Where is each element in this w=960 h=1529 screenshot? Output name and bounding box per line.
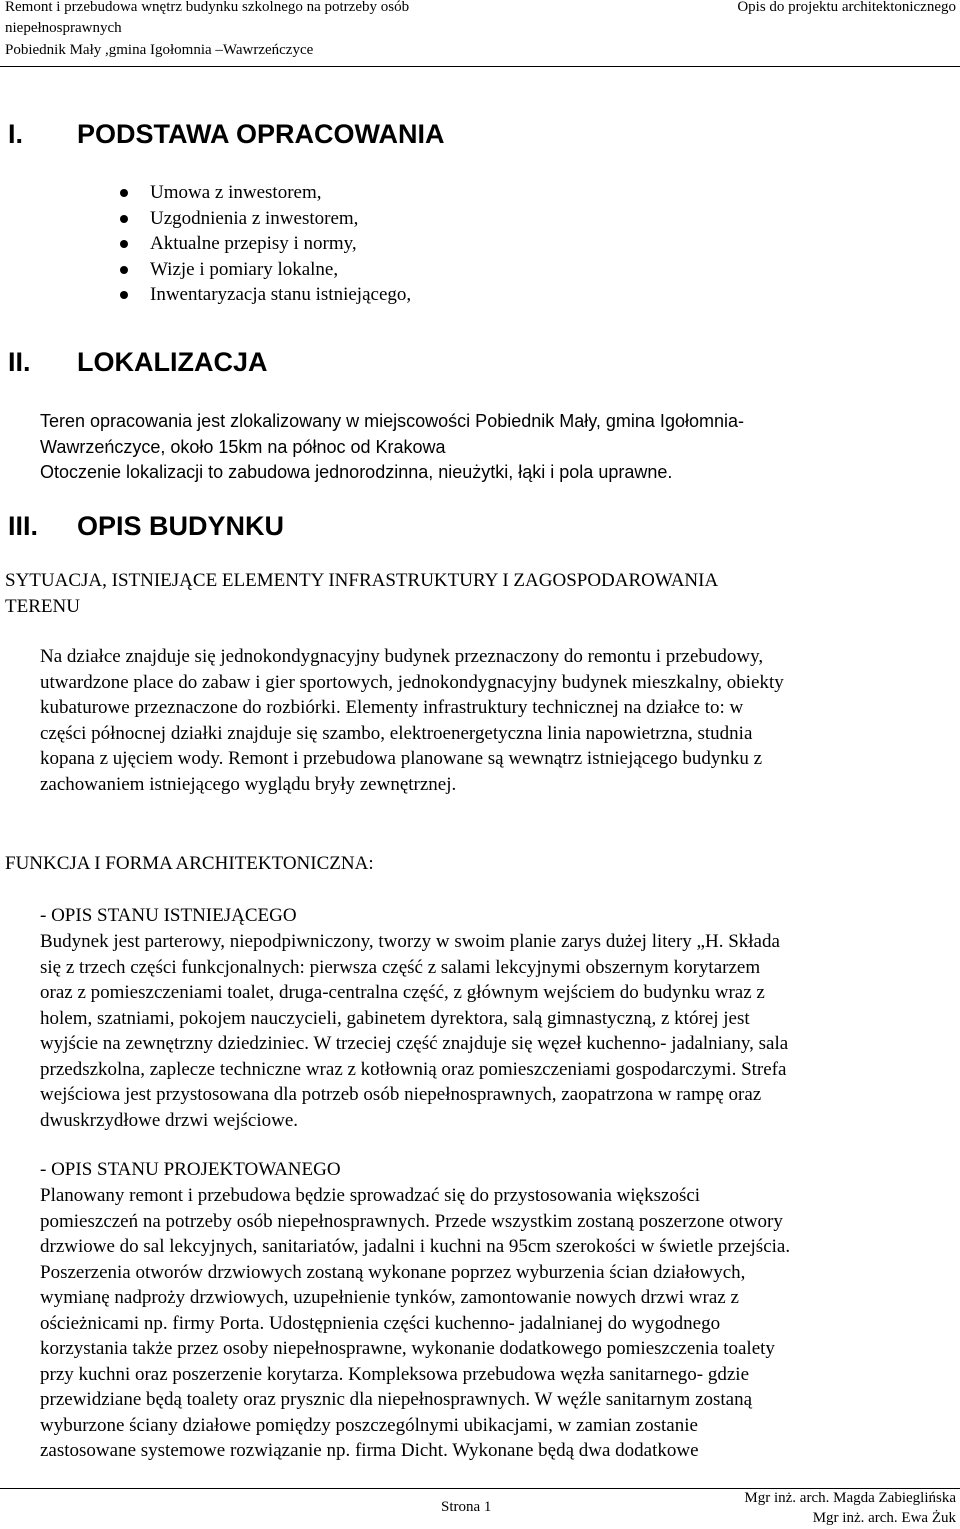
text-line: kubaturowe przeznaczone do rozbiórki. Elementy infrastruktury technicznej na działce to: w — [40, 697, 744, 718]
existing-state-paragraph — [40, 929, 788, 1133]
header-divider — [0, 66, 960, 67]
text-line: się z trzech części funkcjonalnych: pierwsza część z salami lekcyjnymi obszernym korytarzem — [40, 956, 761, 978]
list-item — [120, 180, 411, 206]
footer-authors — [744, 1488, 956, 1528]
text-line: TERENU — [5, 595, 80, 617]
text-line: Budynek jest parterowy, niepodpiwniczony, tworzy w swoim planie zarys dużej litery „H. Składa — [40, 931, 780, 952]
text-line: SYTUACJA, ISTNIEJĄCE ELEMENTY INFRASTRUKTURY I ZAGOSPODAROWANIA — [5, 570, 719, 591]
text-line: Wawrzeńczyce, około 15km na północ od Krakowa — [40, 436, 446, 457]
bullet-icon — [120, 240, 128, 248]
text-line: Planowany remont i przebudowa będzie sprowadzać się do przystosowania większości — [40, 1185, 701, 1206]
header-document-type: Opis do projektu architektonicznego — [737, 0, 956, 15]
header-project-title — [5, 0, 409, 61]
text-line: korzystania także przez osoby niepełnosprawne, wykonanie dodatkowego pomieszczenia toalety — [40, 1338, 775, 1359]
text-line: wyjście na zewnętrzny dziedziniec. W trzeciej część znajduje się węzeł kuchenno- jadalniany, sala — [40, 1033, 789, 1054]
list-item-text: Aktualne przepisy i normy, — [150, 233, 357, 254]
text-line: Teren opracowania jest zlokalizowany w miejscowości Pobiednik Mały, gmina Igołomnia- — [40, 411, 744, 431]
text-line: kopana z ujęciem wody. Remont i przebudowa planowane są wewnątrz istniejącego budynku z — [40, 748, 763, 769]
header-line: Remont i przebudowa wnętrz budynku szkolnego na potrzeby osób — [5, 0, 410, 15]
page-number: Strona 1 — [441, 1499, 492, 1515]
text-line: przy kuchni oraz poszerzenie korytarza. Kompleksowa przebudowa węzła sanitarnego- gdzie — [40, 1363, 750, 1385]
section-title: OPIS BUDYNKU — [77, 511, 285, 541]
author-name: Mgr inż. arch. Ewa Żuk — [812, 1510, 956, 1526]
text-line: oraz z pomieszczeniami toalet, druga-centralna część, z głównym wejściem do budynku wraz z — [40, 982, 765, 1003]
bullet-icon — [120, 266, 128, 274]
text-line: wejściowa jest przystosowana dla potrzeb osób niepełnosprawnych, zaopatrzona w rampę oraz — [40, 1084, 762, 1105]
list-item — [120, 206, 411, 232]
list-item-text: Umowa z inwestorem, — [150, 182, 322, 203]
text-line: zastosowane systemowe rozwiązanie np. firma Dicht. Wykonane będą dwa dodatkowe — [40, 1440, 699, 1461]
bullet-icon — [120, 215, 128, 223]
section-title: LOKALIZACJA — [77, 347, 268, 377]
text-line: przewidziane będą toalety oraz prysznic dla niepełnosprawnych. W węźle sanitarnym zostaną — [40, 1389, 753, 1410]
situation-paragraph — [40, 644, 784, 797]
basis-list — [120, 180, 411, 308]
list-item — [120, 231, 411, 257]
text-line: utwardzone place do zabaw i gier sportowych, jednokondygnacyjny budynek mieszkalny, obiekty — [40, 671, 784, 693]
header-line: niepełnosprawnych — [5, 20, 122, 36]
text-line: drzwiowe do sal lekcyjnych, sanitariatów, jadalni i kuchni na 95cm szerokości w świetle przejścia. — [40, 1236, 791, 1257]
design-state-paragraph — [40, 1183, 790, 1464]
text-line: holem, szatniami, pokojem nauczycieli, gabinetem dyrektora, salą gimnastyczną, z której jest — [40, 1007, 750, 1029]
section-number: II. — [8, 347, 31, 377]
text-line: zachowaniem istniejącego wyglądu bryły zewnętrznej. — [40, 773, 457, 795]
text-line: pomieszczeń na potrzeby osób niepełnosprawnych. Przede wszystkim zostaną poszerzone otwory — [40, 1210, 783, 1232]
author-name: Mgr inż. arch. Magda Zabieglińska — [744, 1490, 956, 1506]
existing-state-heading: - OPIS STANU ISTNIEJĄCEGO — [40, 905, 297, 926]
section-number: III. — [8, 511, 39, 541]
header-line: Pobiednik Mały ,gmina Igołomnia –Wawrzeńczyce — [5, 42, 314, 58]
text-line: wyburzone ściany działowe pomiędzy poszczególnymi ubikacjami, w zamian zostanie — [40, 1414, 698, 1436]
text-line: przedszkolna, zaplecze techniczne wraz z kotłownią oraz pomieszczeniami gospodarczymi. Strefa — [40, 1058, 787, 1080]
text-line: Otoczenie lokalizacji to zabudowa jednorodzinna, nieużytki, łąki i pola uprawne. — [40, 462, 673, 482]
function-heading: FUNKCJA I FORMA ARCHITEKTONICZNA: — [5, 853, 374, 874]
text-line: Na działce znajduje się jednokondygnacyjny budynek przeznaczony do remontu i przebudowy, — [40, 646, 764, 667]
text-line: wymianę nadproży drzwiowych, uzupełnienie tynków, zamontowanie nowych drzwi wraz z — [40, 1287, 739, 1308]
location-paragraph — [40, 409, 744, 486]
text-line: Poszerzenia otworów drzwiowych zostaną wykonane poprzez wyburzenia ścian działowych, — [40, 1261, 746, 1283]
text-line: dwuskrzydłowe drzwi wejściowe. — [40, 1109, 299, 1131]
list-item — [120, 282, 411, 308]
section-title: PODSTAWA OPRACOWANIA — [77, 119, 445, 149]
list-item-text: Inwentaryzacja stanu istniejącego, — [150, 284, 412, 305]
list-item-text: Wizje i pomiary lokalne, — [150, 258, 339, 280]
design-state-heading: - OPIS STANU PROJEKTOWANEGO — [40, 1159, 341, 1180]
bullet-icon — [120, 291, 128, 299]
list-item — [120, 257, 411, 283]
text-line: części północnej działki znajduje się szambo, elektroenergetyczna linia napowietrzna, studnia — [40, 722, 753, 744]
section-number: I. — [8, 119, 24, 149]
bullet-icon — [120, 189, 128, 197]
list-item-text: Uzgodnienia z inwestorem, — [150, 207, 359, 229]
situation-heading — [5, 568, 718, 619]
text-line: ościeżnicami np. firmy Porta. Udostępnienia części kuchenno- jadalnianej do wygodnego — [40, 1312, 721, 1334]
